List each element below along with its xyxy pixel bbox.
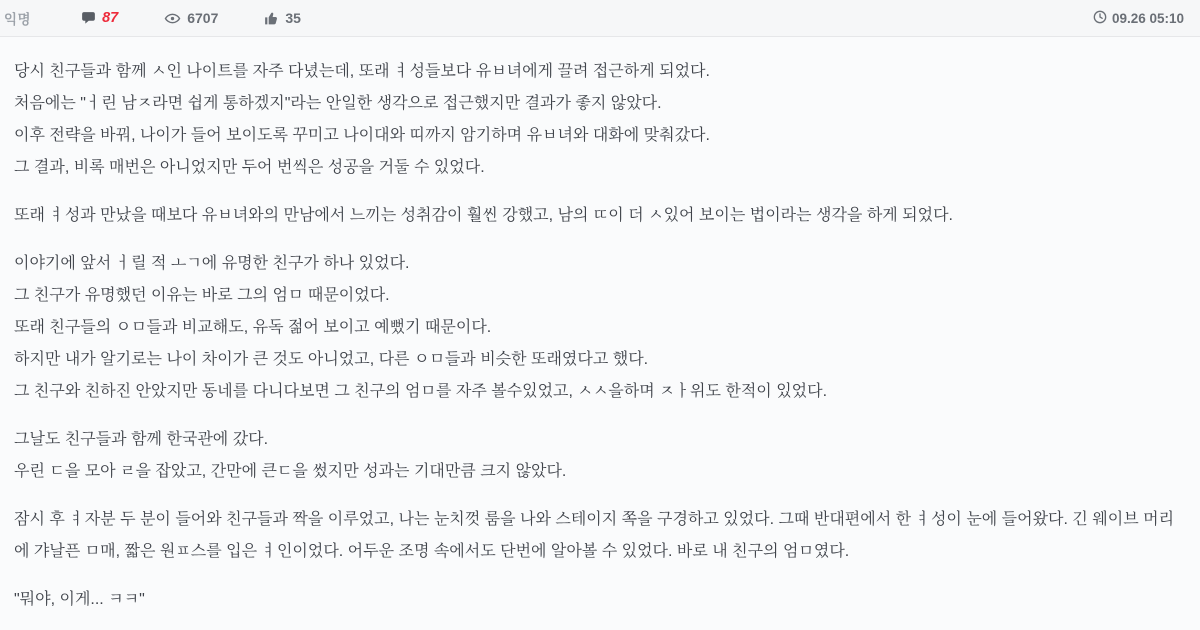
text-line: 그 결과, 비록 매번은 아니었지만 두어 번씩은 성공을 거둘 수 있었다. bbox=[14, 159, 485, 176]
paragraph bbox=[14, 584, 1184, 616]
speech-bubble-icon bbox=[81, 11, 96, 26]
post-timestamp: 09.26 05:10 bbox=[1111, 10, 1184, 26]
comment-count: 87 bbox=[102, 10, 119, 26]
paragraph bbox=[14, 424, 1184, 488]
paragraph bbox=[14, 248, 1184, 408]
text-line: 당시 친구들과 함께 ㅅ인 나이트를 자주 다녔는데, 또래 ㅕ성들보다 유ㅂ녀에게 끌려 접근하게 되었다. bbox=[14, 63, 710, 80]
clock-icon bbox=[1093, 10, 1107, 27]
text-line: 우린 ㄷ을 모아 ㄹ을 잡았고, 간만에 큰ㄷ을 썼지만 성과는 기대만큼 크지 않았다. bbox=[14, 463, 567, 480]
text-line: 잠시 후 ㅕ자분 두 분이 들어와 친구들과 짝을 이루었고, 나는 눈치껏 룸을 나와 스테이지 쪽을 구경하고 있었다. 그때 반대편에서 한 ㅕ성이 눈에 들어왔다. 긴 웨이브 머리에 갸날픈 ㅁ매, 짧은 원ㅍ스를 입은 ㅕ인이었다. 어두운 조명 속에서도 단번에 알아볼 수 있었다. 바로 내 친구의 엄ㅁ였다. bbox=[14, 511, 1175, 560]
text-line: "뭐야, 이게... ㅋㅋ" bbox=[14, 591, 145, 608]
view-count: 6707 bbox=[187, 10, 219, 26]
views-stat bbox=[164, 10, 218, 26]
text-line: 이후 전략을 바꿔, 나이가 들어 보이도록 꾸미고 나이대와 띠까지 암기하며 유ㅂ녀와 대화에 맞춰갔다. bbox=[14, 127, 710, 144]
text-line: 처음에는 "ㅓ린 남ㅈ라면 쉽게 통하겠지"라는 안일한 생각으로 접근했지만 결과가 좋지 않았다. bbox=[14, 95, 662, 112]
author-name: 익명 bbox=[4, 12, 32, 27]
text-line: 그날도 친구들과 함께 한국관에 갔다. bbox=[14, 431, 269, 448]
text-line: 또래 ㅕ성과 만났을 때보다 유ㅂ녀와의 만남에서 느끼는 성취감이 훨씬 강했고, 남의 ㄸ이 더 ㅅ있어 보이는 법이라는 생각을 하게 되었다. bbox=[14, 207, 953, 224]
paragraph bbox=[14, 56, 1184, 184]
eye-icon bbox=[164, 11, 181, 26]
text-line: 그 친구가 유명했던 이유는 바로 그의 엄ㅁ 때문이었다. bbox=[14, 287, 390, 304]
paragraph bbox=[14, 504, 1184, 568]
paragraph bbox=[14, 200, 1184, 232]
like-count: 35 bbox=[285, 10, 301, 26]
post-body bbox=[0, 37, 1200, 616]
post-stats-header bbox=[0, 0, 1200, 37]
likes-stat[interactable] bbox=[264, 10, 301, 26]
text-line: 또래 친구들의 ㅇㅁ들과 비교해도, 유독 젊어 보이고 예뻤기 때문이다. bbox=[14, 319, 492, 336]
text-line: 이야기에 앞서 ㅓ릴 적 ㅗㄱ에 유명한 친구가 하나 있었다. bbox=[14, 255, 410, 272]
text-line: 그 친구와 친하진 안았지만 동네를 다니다보면 그 친구의 엄ㅁ를 자주 볼수있었고, ㅅㅅ을하며 ㅈㅏ위도 한적이 있었다. bbox=[14, 383, 828, 400]
comments-stat[interactable] bbox=[81, 10, 118, 26]
text-line: 하지만 내가 알기로는 나이 차이가 큰 것도 아니었고, 다른 ㅇㅁ들과 비슷한 또래였다고 했다. bbox=[14, 351, 649, 368]
timestamp-group bbox=[1093, 10, 1184, 27]
thumbs-up-icon bbox=[264, 11, 279, 26]
